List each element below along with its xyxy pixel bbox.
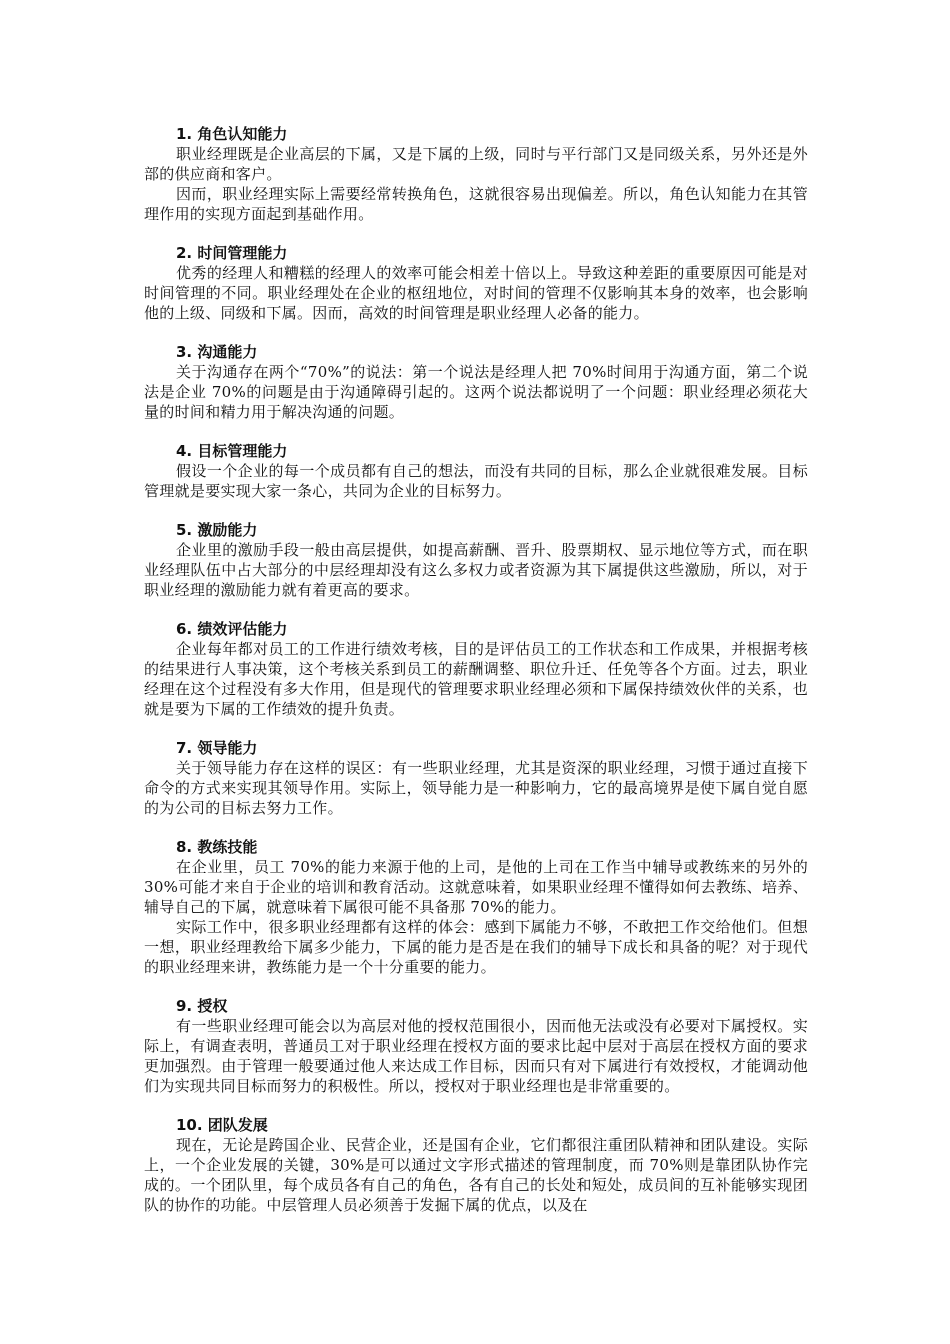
paragraph: 实际工作中，很多职业经理都有这样的体会：感到下属能力不够，不敢把工作交给他们。但想一想，职业经理教给下属多少能力，下属的能力是否是在我们的辅导下成长和具备的呢？对于现代的职业经理来讲，教练能力是一个十分重要的能力。 xyxy=(144,918,808,976)
paragraph: 现在，无论是跨国企业、民营企业，还是国有企业，它们都很注重团队精神和团队建设。实际上，一个企业发展的关键，30%是可以通过文字形式描述的管理制度，而 70%则是靠团队协作完成的。一个团队里，每个成员各有自己的角色，各有自己的长处和短处，成员间的互补能够实现团队的协作的功能。中层管理人员必须善于发掘下属的优点，以及在 xyxy=(144,1136,808,1214)
section-heading: 4. 目标管理能力 xyxy=(176,442,288,460)
section-heading: 8. 教练技能 xyxy=(176,838,258,856)
section-communication xyxy=(144,342,808,422)
paragraph: 企业里的激励手段一般由高层提供，如提高薪酬、晋升、股票期权、显示地位等方式，而在职业经理队伍中占大部分的中层经理却没有这么多权力或者资源为其下属提供这些激励，所以，对于职业经理的激励能力就有着更高的要求。 xyxy=(144,541,808,599)
paragraph: 优秀的经理人和糟糕的经理人的效率可能会相差十倍以上。导致这种差距的重要原因可能是对时间管理的不同。职业经理处在企业的枢纽地位，对时间的管理不仅影响其本身的效率，也会影响他的上级、同级和下属。因而，高效的时间管理是职业经理人必备的能力。 xyxy=(144,264,808,322)
section-team-development xyxy=(144,1115,808,1215)
section-goal-management xyxy=(144,441,808,501)
section-performance-evaluation xyxy=(144,619,808,719)
section-coaching xyxy=(144,837,808,977)
section-heading: 6. 绩效评估能力 xyxy=(176,620,288,638)
paragraph: 假设一个企业的每一个成员都有自己的想法，而没有共同的目标，那么企业就很难发展。目标管理就是要实现大家一条心，共同为企业的目标努力。 xyxy=(144,462,808,500)
paragraph: 企业每年都对员工的工作进行绩效考核，目的是评估员工的工作状态和工作成果，并根据考核的结果进行人事决策，这个考核关系到员工的薪酬调整、职位升迁、任免等各个方面。过去，职业经理在这个过程没有多大作用，但是现代的管理要求职业经理必须和下属保持绩效伙伴的关系，也就是要为下属的工作绩效的提升负责。 xyxy=(144,640,808,718)
section-heading: 2. 时间管理能力 xyxy=(176,244,288,262)
section-time-management xyxy=(144,243,808,323)
paragraph: 关于沟通存在两个“70%”的说法：第一个说法是经理人把 70%时间用于沟通方面，第二个说法是企业 70%的问题是由于沟通障碍引起的。这两个说法都说明了一个问题：职业经理必须花大量的时间和精力用于解决沟通的问题。 xyxy=(144,363,808,421)
document-page xyxy=(144,124,808,1234)
section-heading: 5. 激励能力 xyxy=(176,521,258,539)
paragraph: 因而，职业经理实际上需要经常转换角色，这就很容易出现偏差。所以，角色认知能力在其管理作用的实现方面起到基础作用。 xyxy=(144,185,808,223)
paragraph: 有一些职业经理可能会以为高层对他的授权范围很小，因而他无法或没有必要对下属授权。实际上，有调查表明，普通员工对于职业经理在授权方面的要求比起中层对于高层在授权方面的要求更加强烈。由于管理一般要通过他人来达成工作目标，因而只有对下属进行有效授权，才能调动他们为实现共同目标而努力的积极性。所以，授权对于职业经理也是非常重要的。 xyxy=(144,1017,808,1095)
section-heading: 10. 团队发展 xyxy=(176,1116,268,1134)
section-heading: 7. 领导能力 xyxy=(176,739,258,757)
paragraph: 在企业里，员工 70%的能力来源于他的上司，是他的上司在工作当中辅导或教练来的另外的 30%可能才来自于企业的培训和教育活动。这就意味着，如果职业经理不懂得如何去教练、培养、辅导自己的下属，就意味着下属很可能不具备那 70%的能力。 xyxy=(144,858,808,916)
section-role-cognition xyxy=(144,124,808,224)
paragraph: 关于领导能力存在这样的误区：有一些职业经理，尤其是资深的职业经理，习惯于通过直接下命令的方式来实现其领导作用。实际上，领导能力是一种影响力，它的最高境界是使下属自觉自愿的为公司的目标去努力工作。 xyxy=(144,759,808,817)
paragraph: 职业经理既是企业高层的下属，又是下属的上级，同时与平行部门又是同级关系，另外还是外部的供应商和客户。 xyxy=(144,145,808,183)
section-delegation xyxy=(144,996,808,1096)
section-heading: 9. 授权 xyxy=(176,997,228,1015)
section-heading: 1. 角色认知能力 xyxy=(176,125,288,143)
section-heading: 3. 沟通能力 xyxy=(176,343,258,361)
section-leadership xyxy=(144,738,808,818)
section-motivation xyxy=(144,520,808,600)
